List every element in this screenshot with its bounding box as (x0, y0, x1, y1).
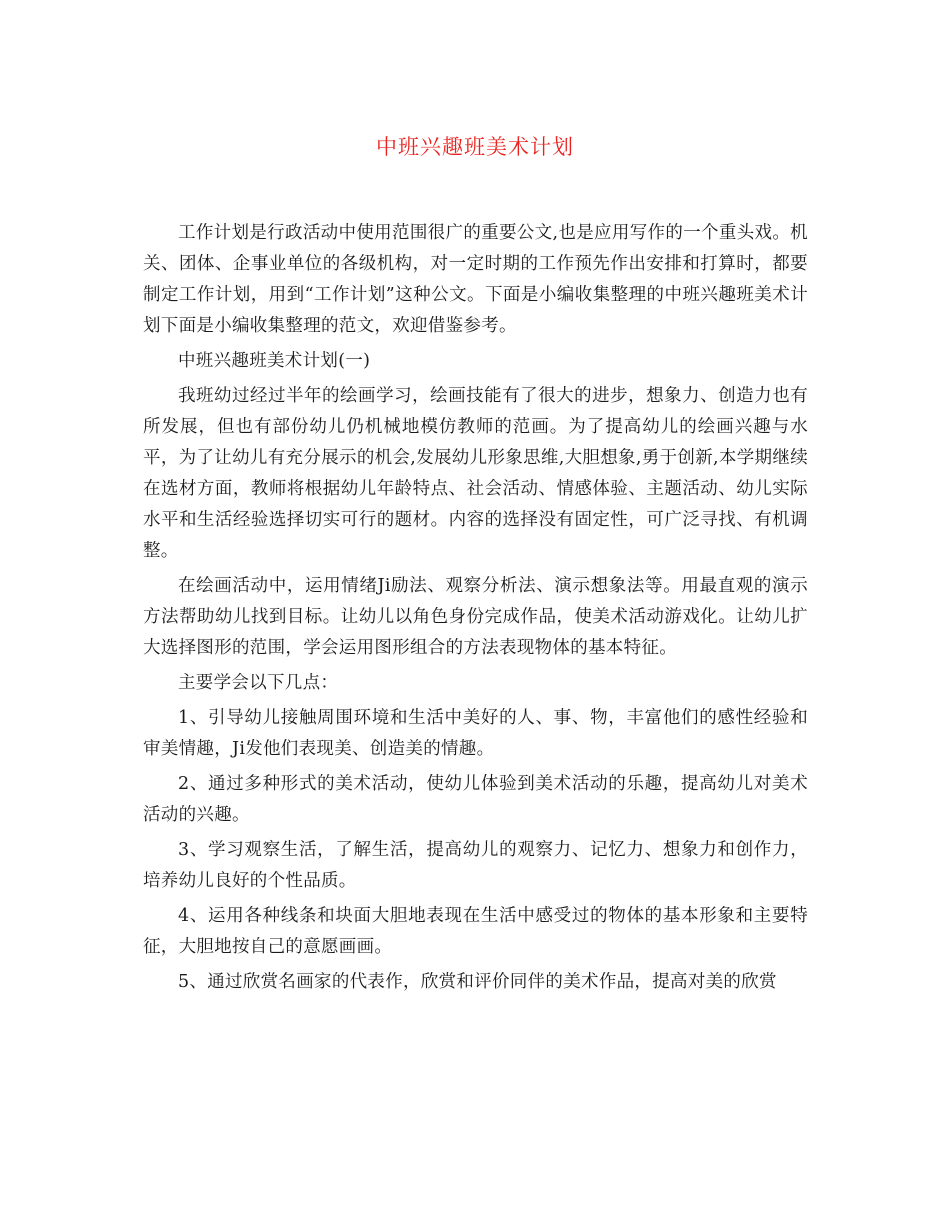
list-item-1: 1、引导幼儿接触周围环境和生活中美好的人、事、物，丰富他们的感性经验和审美情趣，Ji发他们表现美、创造美的情趣。 (143, 708, 808, 759)
list-item-5: 5、通过欣赏名画家的代表作，欣赏和评价同伴的美术作品，提高对美的欣赏 (178, 972, 777, 992)
list-item-4: 4、运用各种线条和块面大胆地表现在生活中感受过的物体的基本形象和主要特征，大胆地按自己的意愿画画。 (143, 906, 808, 957)
list-item-2: 2、通过多种形式的美术活动，使幼儿体验到美术活动的乐趣，提高幼儿对美术活动的兴趣。 (143, 774, 808, 825)
document-title: 中班兴趣班美术计划 (376, 135, 574, 159)
paragraph-background: 我班幼过经过半年的绘画学习，绘画技能有了很大的进步，想象力、创造力也有所发展，但也有部份幼儿仍机械地模仿教师的范画。为了提高幼儿的绘画兴趣与水平，为了让幼儿有充分展示的机会,发展幼儿形象思维,大胆想象,勇于创新,本学期继续在选材方面，教师将根据幼儿年龄特点、社会活动、情感体验、主题活动、幼儿实际水平和生活经验选择切实可行的题材。内容的选择没有固定性，可广泛寻找、有机调整。 (143, 386, 808, 561)
document-body (143, 218, 808, 1002)
paragraph-methods: 在绘画活动中，运用情绪Ji励法、观察分析法、演示想象法等。用最直观的演示方法帮助幼儿找到目标。让幼儿以角色身份完成作品，使美术活动游戏化。让幼儿扩大选择图形的范围，学会运用图形组合的方法表现物体的基本特征。 (143, 576, 808, 658)
list-item-3: 3、学习观察生活，了解生活，提高幼儿的观察力、记忆力、想象力和创作力，培养幼儿良好的个性品质。 (143, 840, 808, 891)
list-heading: 主要学会以下几点： (178, 673, 339, 693)
paragraph-intro: 工作计划是行政活动中使用范围很广的重要公文,也是应用写作的一个重头戏。机关、团体、企事业单位的各级机构，对一定时期的工作预先作出安排和打算时，都要制定工作计划，用到“工作计划”这种公文。下面是小编收集整理的中班兴趣班美术计划下面是小编收集整理的范文，欢迎借鉴参考。 (143, 223, 808, 336)
section-heading: 中班兴趣班美术计划(一) (178, 351, 371, 371)
